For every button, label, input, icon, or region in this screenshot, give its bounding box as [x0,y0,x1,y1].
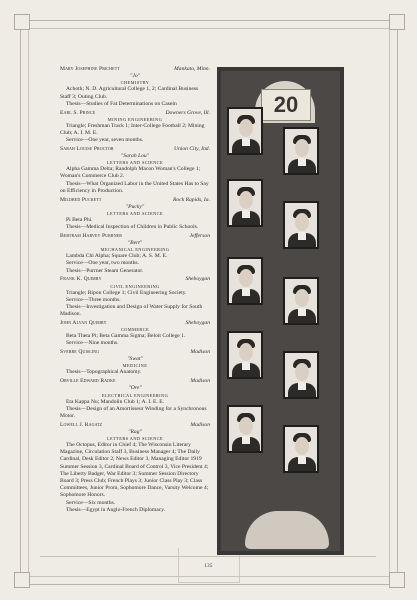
entry-head [60,197,210,204]
hometown: Madison [190,349,210,355]
entry-line: Thesis—Design of an Amortisseur Winding for a Synchronous Motor. [60,405,207,419]
hometown: Sheboygan [185,276,210,283]
entry-line: Triangle; Ripon College 1; Civil Engineering Society. [66,289,187,296]
student-name: Bertram Harvey Purrner [60,232,122,239]
photo-prichett [227,107,263,155]
entry-line: Triangle; Freshman Track 1; Inter-College Football 2; Mining Club; A. I. M. E. [60,122,205,136]
entry-head [60,146,210,153]
nickname: "Ore" [128,385,142,392]
hometown: Mankato, Minn. [174,66,210,72]
portrait-collar [298,308,306,316]
entry-line: Eta Kappa Nu; Mandolin Club 1; A. I. E. E. [66,398,165,405]
photo-ragatz [283,425,319,473]
student-name: John Alvan Quimby [60,319,107,326]
lamp-ornament [245,511,329,549]
entry-line: Service—Three months. [66,296,121,303]
portrait-face [239,343,253,361]
entry-line: Thesis—Egypt in Anglo-French Diplomacy. [66,506,166,513]
course: ELECTRICAL ENGINEERING [101,392,169,398]
corner-ornament [14,14,30,30]
photo-proctor [227,179,263,227]
student-name: Mary Josephine Prichett [60,66,120,72]
portrait-collar [242,210,250,218]
student-name: Earl S. Prince [60,109,96,116]
entry-line: Thesis—Studies of Fat Determinations on Casein [66,100,177,107]
portrait-collar [242,138,250,146]
photo-radke [227,405,263,453]
entry-line: Lambda Chi Alpha; Square Club; A. S. M. E. [66,253,168,260]
nickname: "Rag" [128,428,142,435]
portrait-collar [242,288,250,296]
student-name: Sverre Quisling [60,349,100,355]
entry-head [60,110,210,117]
portrait-face [295,139,309,157]
photo-puckett [283,201,319,249]
corner-ornament [14,572,30,588]
nickname: "Sarah Lou" [120,153,150,160]
photo-prince [283,127,319,175]
senior-entry [60,146,210,195]
portrait-face [295,289,309,307]
hometown: Downers Grove, Ill. [165,109,210,116]
nickname: "Jo" [130,73,140,80]
entry-line: Thesis—What Organized Labor in the United States Has to Say on Efficiency in Production. [60,180,209,194]
senior-entry [60,378,210,420]
entry-line: Service—Six months. [66,499,116,506]
course: MINING ENGINEERING [107,116,163,122]
portrait-collar [298,456,306,464]
senior-entry [60,233,210,275]
entry-head [60,349,210,356]
portrait-collar [298,232,306,240]
photo-panel [217,67,344,555]
portrait-collar [242,436,250,444]
portrait-face [295,437,309,455]
course: MEDICINE [122,363,148,369]
hometown: Jefferson [189,232,210,239]
hometown: Sheboygan [185,319,210,326]
entry-head [60,422,210,429]
portrait-face [295,213,309,231]
entry-line: Service—Nine months. [66,340,119,347]
nickname: "Swat" [127,356,143,363]
entry-line: Thesis—Purrner Steam Generator. [66,267,144,274]
hometown: Madison [190,378,210,385]
course: LETTERS AND SCIENCE [106,436,164,442]
entry-line: Beta Theta Pi; Beta Gamma Sigma; Beloit College 1. [66,333,186,340]
nickname: "Pucky" [125,203,145,210]
entry-line: Alpha Gamma Delta; Randolph Macon Woman's College 1; Woman's Commerce Club 2. [60,166,201,180]
entry-head [60,276,210,283]
course: LETTERS AND SCIENCE [106,210,164,216]
student-name: Frank K. Quimby [60,276,102,283]
photo-j-quimby [227,331,263,379]
portrait-face [239,119,253,137]
entry-line: Service—One year, two months. [66,260,139,267]
nickname: "Bert" [127,240,143,247]
corner-ornament [389,14,405,30]
hometown: Madison [190,421,210,428]
entry-head [60,66,210,73]
student-name: Sarah Louise Proctor [60,145,114,152]
senior-entries [60,66,210,516]
entry-line: Thesis—Medical Inspection of Children in Public Schools. [66,224,199,231]
entry-line: Achoth; N. D. Agricultural College 1, 2; Cardinal Business Staff 3; Outing Club. [60,86,199,100]
page-number: 135 [204,564,213,569]
course: MECHANICAL ENGINEERING [100,247,170,253]
senior-entry [60,276,210,318]
portrait-face [239,417,253,435]
course: LETTERS AND SCIENCE [106,160,164,166]
senior-entry [60,110,210,145]
student-name: Lowell J. Ragatz [60,421,103,428]
entry-head [60,320,210,327]
portrait-face [295,363,309,381]
portrait-collar [242,362,250,370]
portrait-face [239,269,253,287]
entry-line: Thesis—Topographical Anatomy. [66,369,142,376]
entry-head [60,233,210,240]
course: COMMERCE [120,327,150,333]
photo-quisling [283,351,319,399]
senior-entry [60,320,210,348]
entry-line: Pi Beta Phi. [66,216,93,223]
corner-ornament [389,572,405,588]
portrait-collar [298,382,306,390]
hometown: Rock Rapids, Ia. [173,196,210,203]
student-name: Orville Edward Radke [60,378,116,385]
photo-purrner [227,257,263,305]
entry-line: Service—One year, seven months. [66,137,144,144]
hometown: Union City, Ind. [173,145,210,152]
student-name: Mildred Puckett [60,196,102,203]
course: CIVIL ENGINEERING [110,283,160,289]
entry-head [60,378,210,385]
course: CHEMISTRY [120,80,150,86]
photo-panel-inner [221,71,340,551]
portrait-face [239,191,253,209]
class-year: 20 [261,89,311,121]
senior-entry [60,422,210,514]
photo-f-quimby [283,277,319,325]
entry-line: The Octopus, Editor in Chief 4; The Wisconsin Literary Magazine, Circulation Staff 3, Business Manager 4; The Daily Cardinal, Desk Editor 2, News Editor 3, Managing Editor 1919 Summer Session 3, Cardinal Board of Control 3, Vice President 4; The Liberty Badger, War Editor 3; Summer Session Directory Board 3; Press Club; French Plays 3; Junior Class Play 3; Class Committees, Junior Prom, Sophomore Dance, Varsity Welcome 4; Sophomore Honors. [60,442,209,499]
senior-entry [60,349,210,377]
entry-line: Thesis—Investigation and Design of Water Supply for South Madison. [60,303,203,318]
portrait-collar [298,158,306,166]
senior-entry [60,66,210,108]
senior-entry [60,197,210,232]
